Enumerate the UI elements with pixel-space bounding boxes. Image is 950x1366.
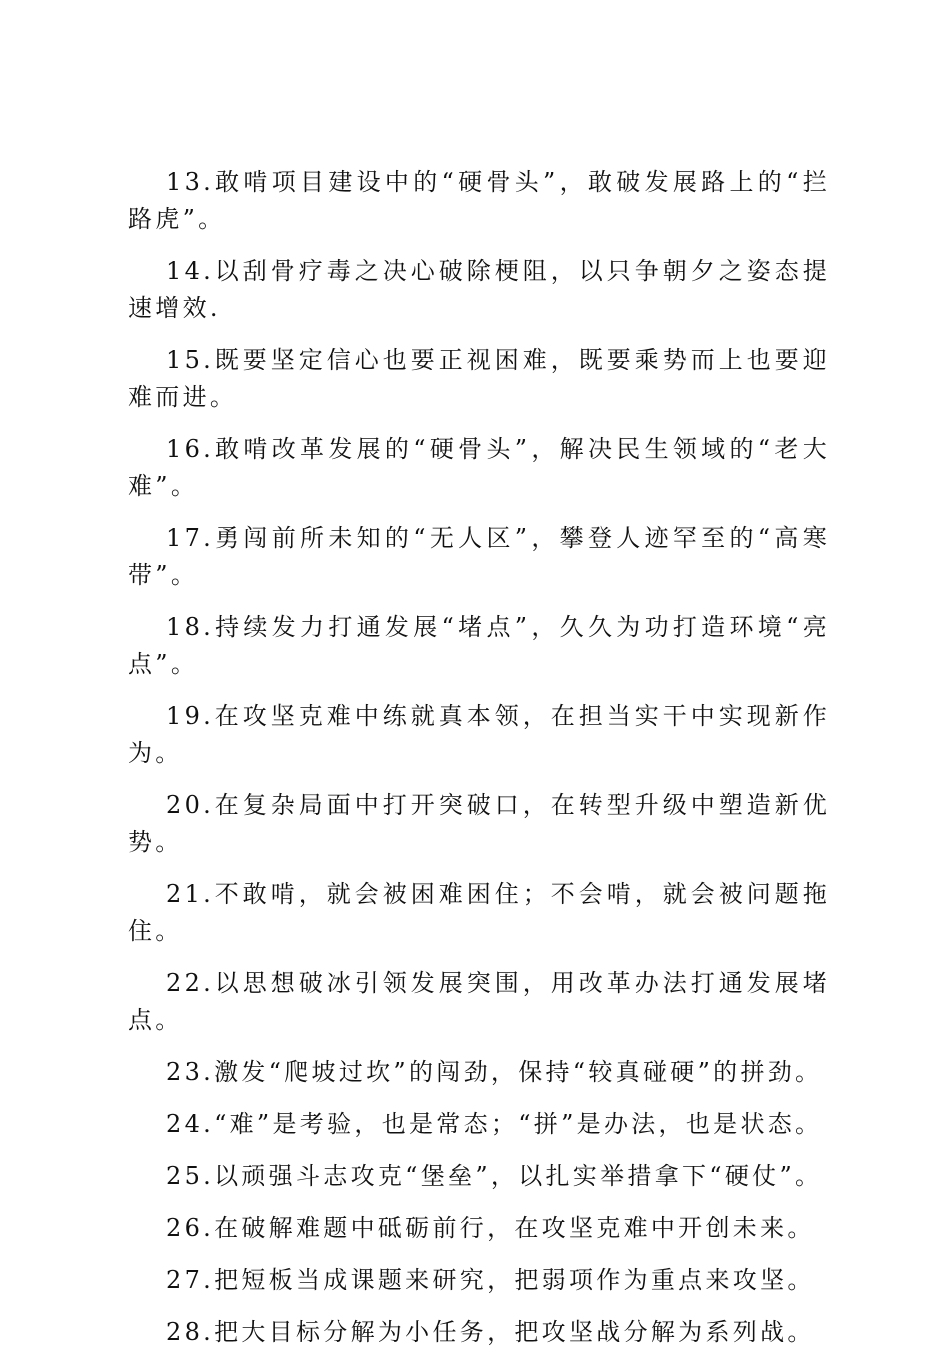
paragraph-23: 23.激发“爬坡过坎”的闯劲，保持“较真碰硬”的拼劲。 (166, 1058, 823, 1086)
paragraph-17: 17.勇闯前所未知的“无人区”，攀登人迹罕至的“高寒带”。 (128, 524, 830, 589)
paragraph-18: 18.持续发力打通发展“堵点”，久久为功打造环境“亮点”。 (128, 613, 830, 678)
paragraph-26: 26.在破解难题中砥砺前行，在攻坚克难中开创未来。 (166, 1214, 815, 1242)
paragraph-15: 15.既要坚定信心也要正视困难，既要乘势而上也要迎难而进。 (128, 346, 830, 411)
paragraph-19: 19.在攻坚克难中练就真本领，在担当实干中实现新作为。 (128, 702, 830, 767)
paragraph-21: 21.不敢啃，就会被困难困住；不会啃，就会被问题拖住。 (128, 880, 830, 945)
paragraph-25: 25.以顽强斗志攻克“堡垒”，以扎实举措拿下“硬仗”。 (166, 1162, 823, 1190)
paragraph-28: 28.把大目标分解为小任务，把攻坚战分解为系列战。 (166, 1318, 815, 1346)
paragraph-27: 27.把短板当成课题来研究，把弱项作为重点来攻坚。 (166, 1266, 815, 1294)
paragraph-20: 20.在复杂局面中打开突破口，在转型升级中塑造新优势。 (128, 791, 830, 856)
paragraph-22: 22.以思想破冰引领发展突围，用改革办法打通发展堵点。 (128, 969, 830, 1034)
paragraph-14: 14.以刮骨疗毒之决心破除梗阻，以只争朝夕之姿态提速增效. (128, 257, 830, 322)
paragraph-13: 13.敢啃项目建设中的“硬骨头”，敢破发展路上的“拦路虎”。 (128, 168, 830, 233)
document-body (128, 164, 830, 1366)
paragraph-16: 16.敢啃改革发展的“硬骨头”，解决民生领域的“老大难”。 (128, 435, 830, 500)
paragraph-24: 24.“难”是考验，也是常态；“拼”是办法，也是状态。 (166, 1110, 823, 1138)
